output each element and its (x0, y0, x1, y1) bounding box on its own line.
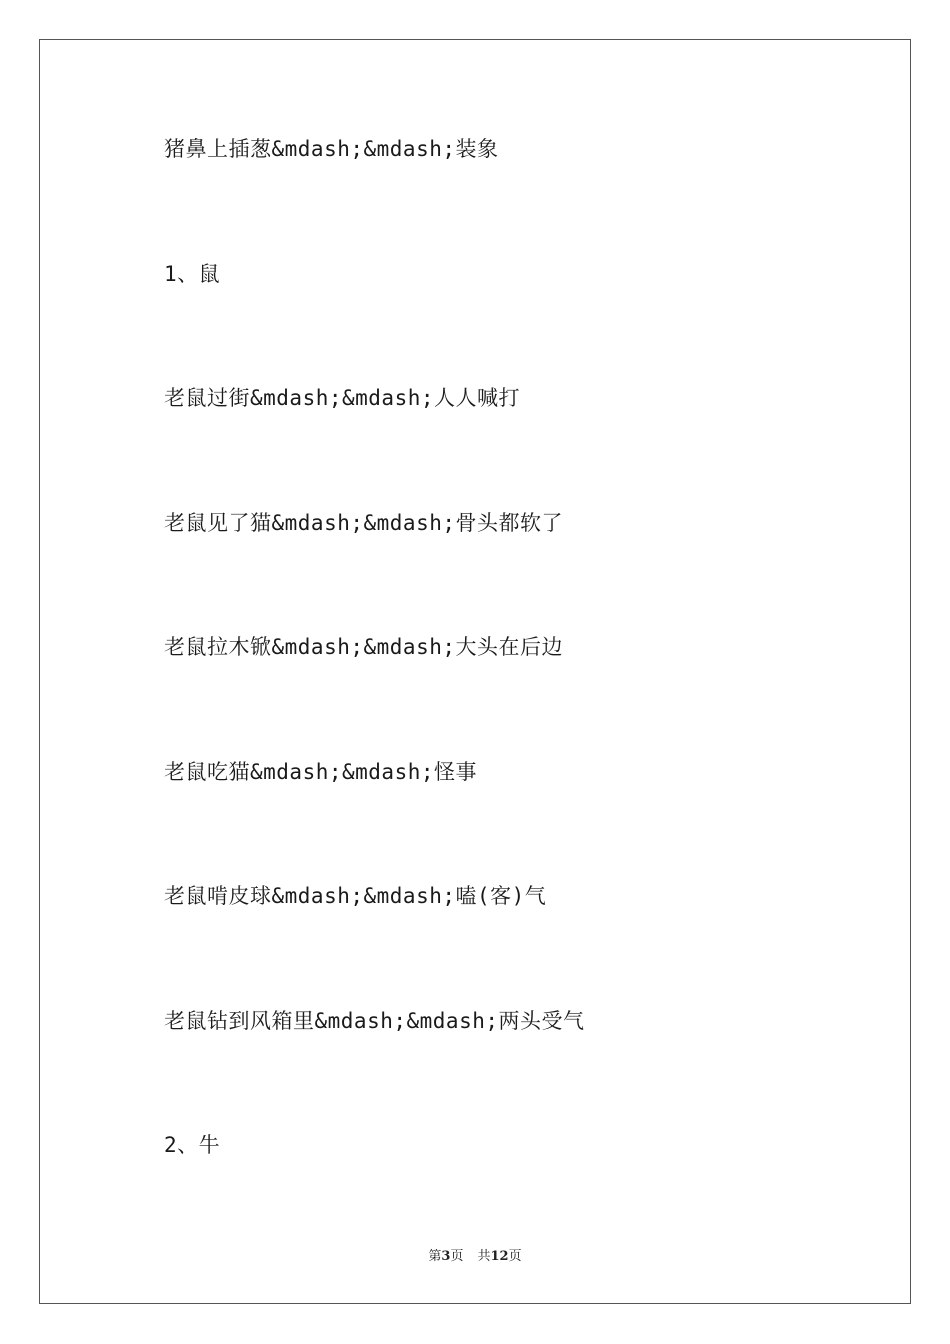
text-line-9-heading: 2、牛 (164, 1133, 221, 1157)
page-footer (0, 1248, 950, 1266)
total-suffix: 页 (508, 1249, 522, 1264)
page-number: 3 (441, 1249, 451, 1264)
text-line-1: 猪鼻上插葱&mdash;&mdash;装象 (164, 137, 499, 161)
text-line-8: 老鼠钻到风箱里&mdash;&mdash;两头受气 (164, 1009, 585, 1033)
page-border (39, 39, 911, 1304)
total-prefix: 共 (477, 1249, 491, 1264)
text-line-3: 老鼠过街&mdash;&mdash;人人喊打 (164, 386, 521, 410)
page-prefix: 第 (428, 1249, 442, 1264)
text-line-5: 老鼠拉木锨&mdash;&mdash;大头在后边 (164, 635, 564, 659)
text-line-7: 老鼠啃皮球&mdash;&mdash;嗑(客)气 (164, 884, 547, 908)
total-pages: 12 (490, 1249, 509, 1264)
text-line-4: 老鼠见了猫&mdash;&mdash;骨头都软了 (164, 511, 564, 535)
text-line-2-heading: 1、鼠 (164, 262, 221, 286)
text-line-6: 老鼠吃猫&mdash;&mdash;怪事 (164, 760, 478, 784)
page-suffix: 页 (450, 1249, 464, 1264)
